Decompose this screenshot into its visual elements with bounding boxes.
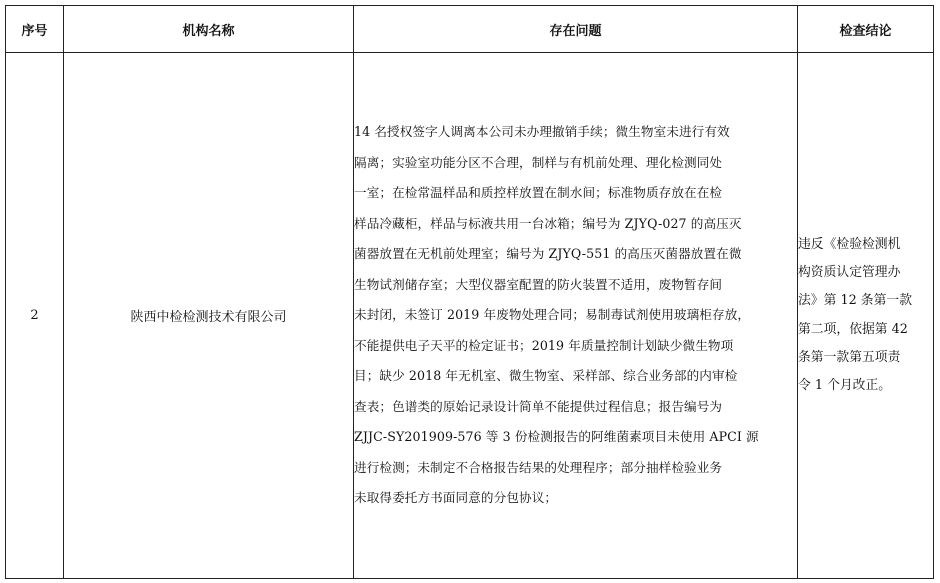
row-conclusion — [798, 53, 934, 579]
issue-line: 生物试剂储存室；大型仪器室配置的防火装置不适用，废物暂存间 — [354, 276, 723, 292]
issue-line: 未封闭，未签订 2019 年废物处理合同；易制毒试剂使用玻璃柜存放， — [354, 307, 751, 323]
header-conclusion: 检查结论 — [798, 6, 934, 53]
header-index: 序号 — [6, 6, 64, 53]
issue-line: 进行检测；未制定不合格报告结果的处理程序；部分抽样检验业务 — [354, 459, 723, 475]
table-row — [6, 53, 934, 579]
issue-line: 隔离；实验室功能分区不合理，制样与有机前处理、理化检测同处 — [354, 154, 723, 170]
conclusion-line: 令 1 个月改正。 — [798, 377, 892, 393]
conclusion-line: 法》第 12 条第一款 — [798, 293, 912, 309]
issue-line: 样品冷藏柜，样品与标液共用一台冰箱；编号为 ZJYQ-027 的高压灭 — [354, 215, 742, 231]
conclusion-line: 违反《检验检测机 — [798, 236, 901, 252]
conclusion-line: 构资质认定管理办 — [798, 265, 901, 281]
issue-line: 目；缺少 2018 年无机室、微生物室、采样部、综合业务部的内审检 — [354, 368, 738, 384]
conclusion-line: 第二项，依据第 42 — [798, 321, 908, 337]
inspection-table — [5, 5, 934, 579]
header-issues: 存在问题 — [354, 6, 798, 53]
issue-line: 查表；色谱类的原始记录设计简单不能提供过程信息；报告编号为 — [354, 398, 723, 414]
issue-line: ZJJC-SY201909-576 等 3 份检测报告的阿维菌素项目未使用 APCI 源 — [354, 429, 759, 445]
row-org-name: 陕西中检检测技术有限公司 — [64, 53, 354, 579]
header-row — [6, 6, 934, 53]
row-issues — [354, 53, 798, 579]
row-index: 2 — [6, 53, 64, 579]
conclusion-line: 条第一款第五项责 — [798, 349, 901, 365]
issue-line: 14 名授权签字人调离本公司未办理撤销手续；微生物室未进行有效 — [354, 124, 730, 140]
issue-line: 未取得委托方书面同意的分包协议； — [354, 490, 558, 506]
issue-line: 一室；在检常温样品和质控样放置在制水间；标准物质存放在在检 — [354, 185, 723, 201]
header-org-name: 机构名称 — [64, 6, 354, 53]
issue-line: 不能提供电子天平的检定证书；2019 年质量控制计划缺少微生物项 — [354, 337, 734, 353]
issue-line: 菌器放置在无机前处理室；编号为 ZJYQ-551 的高压灭菌器放置在微 — [354, 246, 742, 262]
